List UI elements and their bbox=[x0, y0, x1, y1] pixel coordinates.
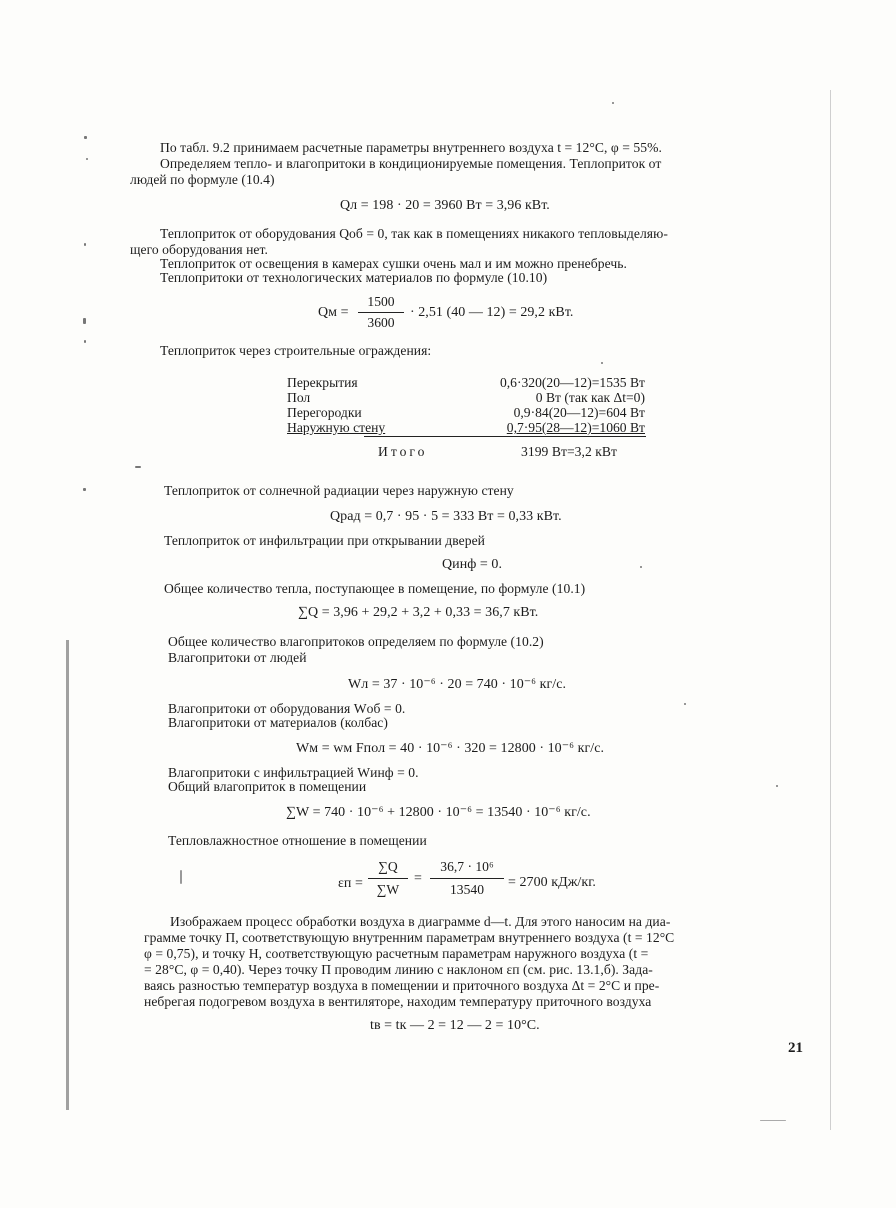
scan-speck bbox=[601, 362, 603, 364]
table-row bbox=[287, 375, 645, 390]
scan-speck bbox=[84, 136, 87, 139]
enclosures-table bbox=[287, 375, 645, 435]
formula: tв = tк — 2 = 12 — 2 = 10°C. bbox=[370, 1018, 540, 1033]
scan-speck bbox=[776, 785, 778, 787]
formula: Wл = 37 · 10⁻⁶ · 20 = 740 · 10⁻⁶ кг/с. bbox=[348, 677, 567, 692]
formula: ∑W = 740 · 10⁻⁶ + 12800 · 10⁻⁶ = 13540 · 10⁻⁶ кг/с. bbox=[286, 805, 591, 820]
table-row bbox=[287, 405, 645, 420]
scan-speck bbox=[83, 318, 86, 324]
scan-speck bbox=[760, 1120, 786, 1121]
fraction-numerator: 1500 bbox=[367, 294, 395, 309]
fraction-denominator: 13540 bbox=[450, 882, 484, 897]
formula: Qрад = 0,7 · 95 · 5 = 333 Вт = 0,33 кВт. bbox=[330, 509, 562, 524]
text-line: Общее количество влагопритоков определяем по формуле (10.2) bbox=[168, 634, 544, 649]
text-line: людей по формуле (10.4) bbox=[130, 172, 275, 187]
text-line: Изображаем процесс обработки воздуха в диаграмме d—t. Для этого наносим на диа- bbox=[170, 914, 671, 929]
fraction-bar bbox=[430, 878, 504, 879]
scan-speck bbox=[640, 566, 642, 568]
total-label: Итого bbox=[378, 444, 428, 459]
text-line: По табл. 9.2 принимаем расчетные параметры внутреннего воздуха t = 12°C, φ = 55%. bbox=[160, 140, 662, 155]
enclosure-name: Перегородки bbox=[287, 405, 362, 420]
text-line: Влагопритоки от материалов (колбас) bbox=[168, 715, 388, 730]
text-line: грамме точку П, соответствующую внутренним параметрам внутреннего воздуха (t = 12°C bbox=[144, 930, 675, 945]
formula: Qинф = 0. bbox=[442, 557, 503, 572]
text-line: щего оборудования нет. bbox=[130, 242, 268, 257]
formula: ∑Q = 3,96 + 29,2 + 3,2 + 0,33 = 36,7 кВт. bbox=[298, 605, 539, 620]
fraction-bar bbox=[368, 878, 408, 879]
fraction-denominator: ∑W bbox=[376, 882, 400, 897]
formula-left: εп = bbox=[338, 876, 363, 891]
scan-speck bbox=[83, 488, 86, 491]
fraction-denominator: 3600 bbox=[367, 315, 395, 330]
text-line: Влагопритоки с инфильтрацией Wинф = 0. bbox=[168, 765, 419, 780]
text-line: = 28°C, φ = 0,40). Через точку П проводим линию с наклоном εп (см. рис. 13.1,б). Зада- bbox=[144, 962, 653, 977]
text-line: Тепловлажностное отношение в помещении bbox=[168, 833, 427, 848]
enclosure-value: 0,6·320(20—12)=1535 Вт bbox=[499, 375, 645, 390]
scan-speck bbox=[86, 158, 88, 160]
formula-left: Qм = bbox=[318, 305, 349, 320]
fraction-bar bbox=[358, 312, 404, 313]
total-value: 3199 Вт=3,2 кВт bbox=[521, 444, 618, 459]
scan-speck bbox=[612, 102, 614, 104]
text-line: Общий влагоприток в помещении bbox=[168, 779, 367, 794]
page-number: 21 bbox=[788, 1040, 803, 1056]
text-line: Теплоприток от освещения в камерах сушки очень мал и им можно пренебречь. bbox=[160, 256, 627, 271]
text-line: Теплоприток через строительные ограждения: bbox=[160, 343, 432, 358]
text-line: Теплоприток от солнечной радиации через наружную стену bbox=[164, 483, 514, 498]
formula-right: = 2700 кДж/кг. bbox=[508, 875, 596, 890]
scan-speck bbox=[180, 870, 182, 884]
formula: Qл = 198 · 20 = 3960 Вт = 3,96 кВт. bbox=[340, 198, 550, 213]
enclosure-name: Перекрытия bbox=[287, 375, 358, 390]
text-line: Общее количество тепла, поступающее в помещение, по формуле (10.1) bbox=[164, 581, 586, 596]
enclosure-value: 0 Вт (так как Δt=0) bbox=[535, 390, 645, 405]
formula-right: · 2,51 (40 — 12) = 29,2 кВт. bbox=[410, 305, 574, 320]
scan-speck bbox=[684, 703, 686, 705]
text-line: Влагопритоки от оборудования Wоб = 0. bbox=[168, 701, 406, 716]
enclosure-name: Наружную стену bbox=[287, 420, 386, 435]
scan-speck bbox=[135, 466, 141, 468]
table-row bbox=[287, 420, 645, 435]
enclosure-value: 0,7·95(28—12)=1060 Вт bbox=[506, 420, 645, 435]
fraction-numerator: 36,7 · 10⁶ bbox=[440, 859, 494, 874]
text-line: Теплопритоки от технологических материалов по формуле (10.10) bbox=[160, 270, 548, 285]
scan-edge-line bbox=[830, 90, 831, 1130]
scan-speck bbox=[84, 340, 86, 343]
enclosure-value: 0,9·84(20—12)=604 Вт bbox=[513, 405, 645, 420]
text-line: ваясь разностью температур воздуха в помещении и приточного воздуха Δt = 2°C и пре- bbox=[144, 978, 660, 993]
scan-binding-shadow bbox=[66, 640, 69, 1110]
fraction-numerator: ∑Q bbox=[378, 859, 398, 874]
enclosure-name: Пол bbox=[287, 390, 311, 405]
table-row bbox=[287, 390, 645, 405]
equals-sign: = bbox=[414, 871, 422, 886]
text-line: Определяем тепло- и влагопритоки в кондиционируемые помещения. Теплоприток от bbox=[160, 156, 662, 171]
text-line: Влагопритоки от людей bbox=[168, 650, 307, 665]
formula: Wм = wм Fпол = 40 · 10⁻⁶ · 320 = 12800 · 10⁻⁶ кг/с. bbox=[296, 741, 605, 756]
text-line: небрегая подогревом воздуха в вентиляторе, находим температуру приточного воздуха bbox=[144, 994, 652, 1009]
text-line: φ = 0,75), и точку Н, соответствующую расчетным параметрам наружного воздуха (t = bbox=[144, 946, 649, 961]
text-line: Теплоприток от оборудования Qоб = 0, так как в помещениях никакого тепловыделяю- bbox=[160, 226, 668, 241]
scan-speck bbox=[84, 243, 86, 246]
table-total-rule bbox=[364, 436, 646, 437]
text-line: Теплоприток от инфильтрации при открывании дверей bbox=[164, 533, 485, 548]
